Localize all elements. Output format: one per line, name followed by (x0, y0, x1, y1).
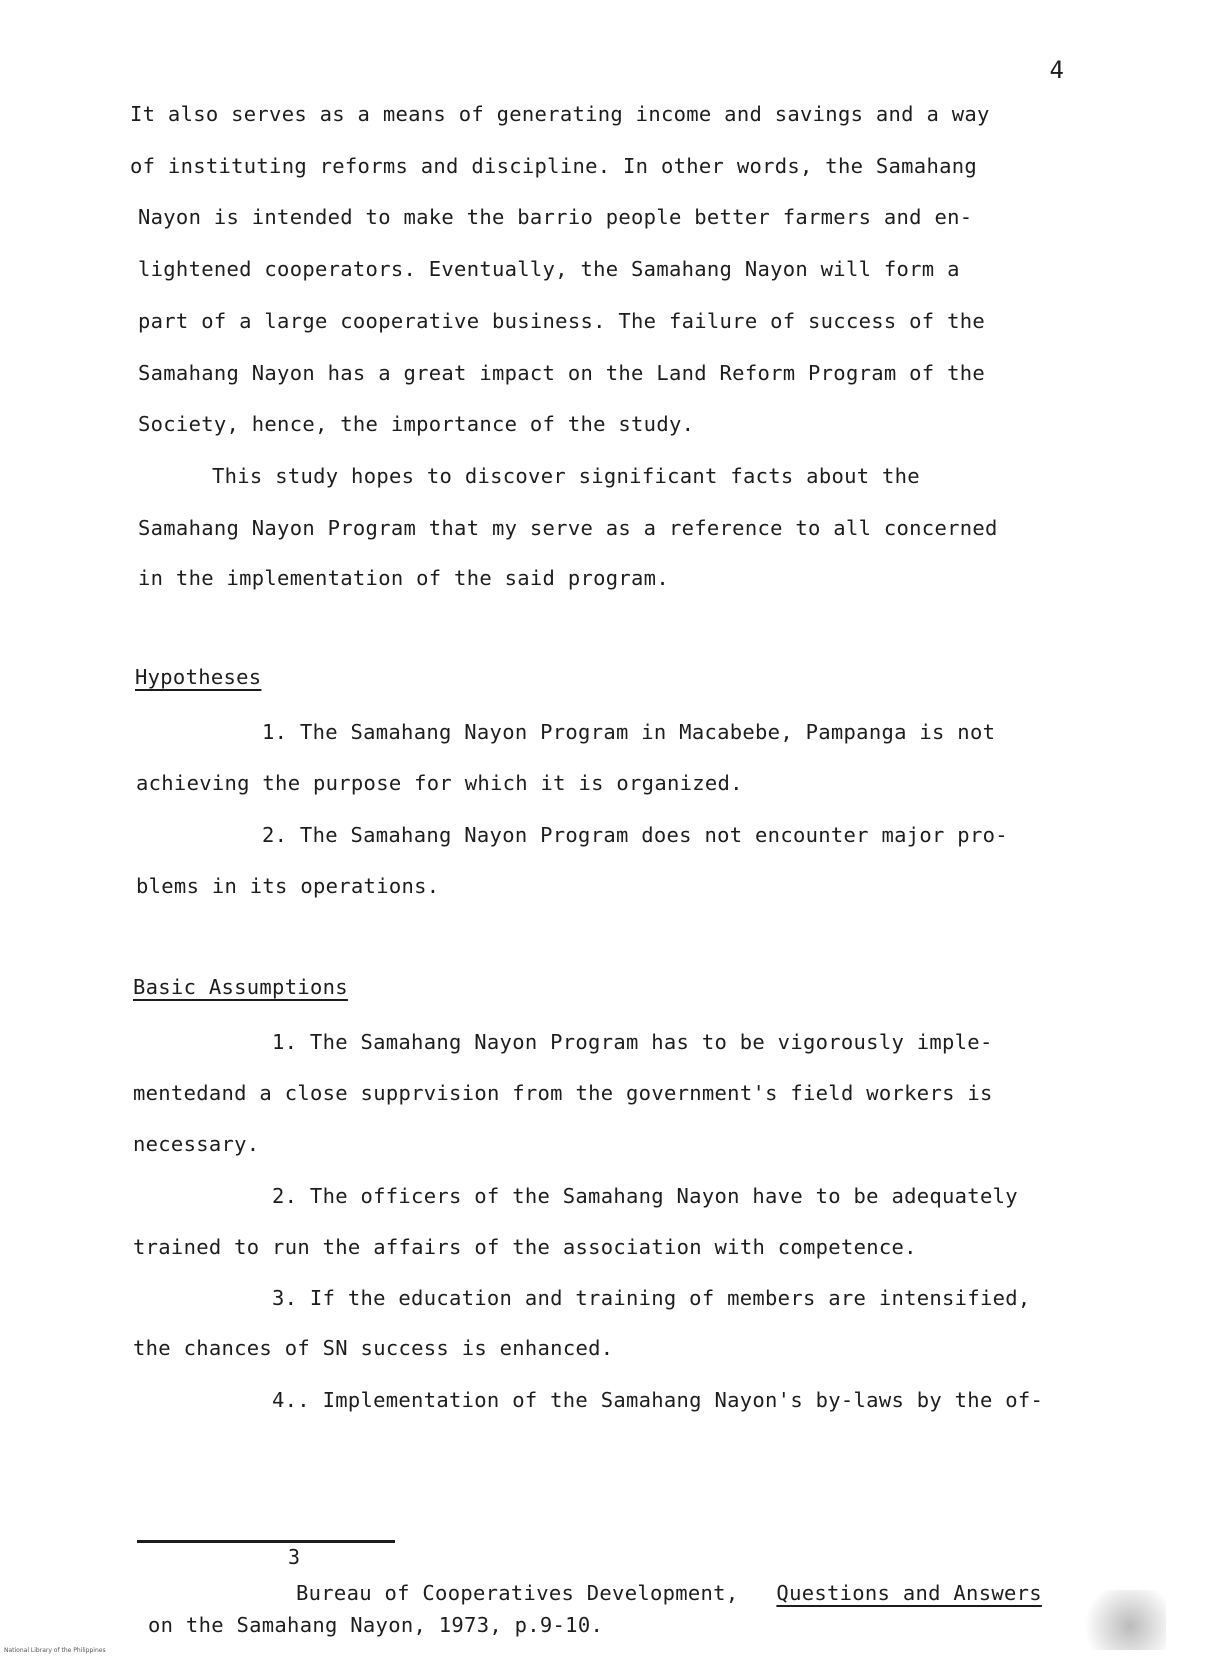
body-line: This study hopes to discover significant facts about the (212, 464, 920, 488)
body-line: Samahang Nayon Program that my serve as a reference to all concerned (138, 516, 998, 540)
hypothesis-line: 1. The Samahang Nayon Program in Macabebe, Pampanga is not (262, 720, 996, 744)
assumption-line: the chances of SN success is enhanced. (133, 1336, 614, 1360)
page-number: 4 (1049, 56, 1064, 84)
footnote-title: Questions and Answers (776, 1581, 1042, 1605)
body-line: part of a large cooperative business. The failure of success of the (138, 309, 986, 333)
scan-smudge (1076, 1590, 1166, 1650)
footnote-rule (137, 1540, 395, 1543)
hypotheses-heading: Hypotheses (135, 665, 262, 689)
body-line: of instituting reforms and discipline. In other words, the Samahang (130, 154, 978, 178)
assumption-line: necessary. (133, 1132, 260, 1156)
assumption-line: mentedand a close supprvision from the government's field workers is (133, 1081, 993, 1105)
scan-imprint: National Library of the Philippines (4, 1647, 106, 1654)
body-line: Samahang Nayon has a great impact on the Land Reform Program of the (138, 361, 986, 385)
footnote-line (296, 1583, 1042, 1604)
hypothesis-line: blems in its operations. (136, 874, 440, 898)
assumption-line: 1. The Samahang Nayon Program has to be vigorously imple- (272, 1030, 993, 1054)
assumption-line: 2. The officers of the Samahang Nayon have to be adequately (272, 1184, 1018, 1208)
assumption-line: 3. If the education and training of members are intensified, (272, 1286, 1031, 1310)
body-line: in the implementation of the said program. (138, 566, 669, 590)
assumption-line: trained to run the affairs of the association with competence. (133, 1235, 917, 1259)
body-line: lightened cooperators. Eventually, the Samahang Nayon will form a (138, 257, 960, 281)
body-line: Society, hence, the importance of the study. (138, 412, 695, 436)
footnote-line: on the Samahang Nayon, 1973, p.9-10. (148, 1613, 604, 1637)
body-line: Nayon is intended to make the barrio people better farmers and en- (138, 205, 973, 229)
footnote-publisher: Bureau of Cooperatives Development, (296, 1581, 739, 1605)
body-line: It also serves as a means of generating income and savings and a way (130, 102, 990, 126)
assumptions-heading: Basic Assumptions (133, 975, 348, 999)
assumption-line: 4.. Implementation of the Samahang Nayon's by-laws by the of- (272, 1388, 1044, 1412)
footnote-mark: 3 (288, 1545, 301, 1569)
hypothesis-line: achieving the purpose for which it is organized. (136, 771, 743, 795)
hypothesis-line: 2. The Samahang Nayon Program does not encounter major pro- (262, 823, 1008, 847)
